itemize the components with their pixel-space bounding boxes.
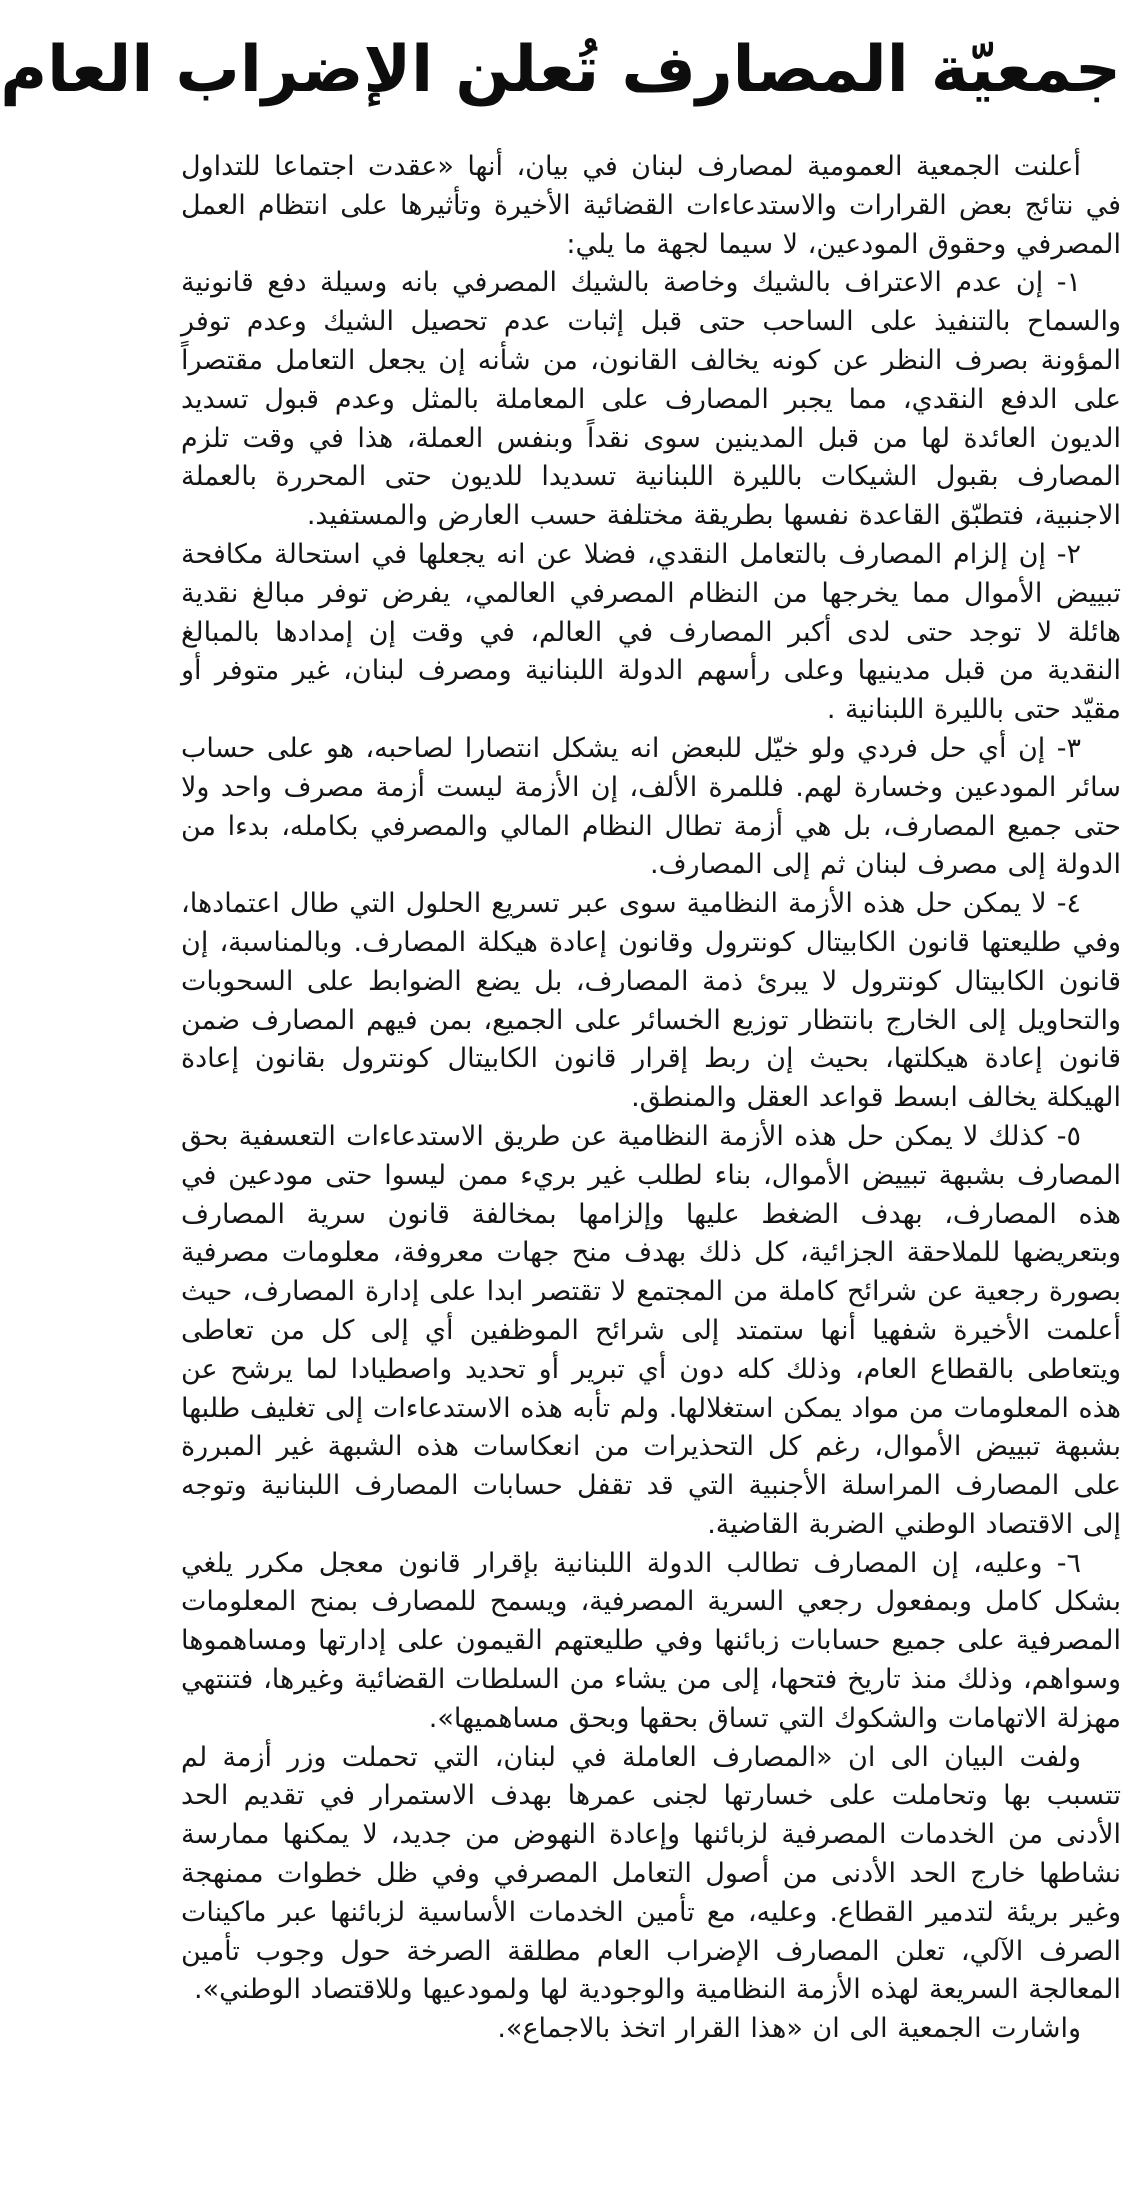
paragraph-point-5: ٥- كذلك لا يمكن حل هذه الأزمة النظامية عن طريق الاستدعاءات التعسفية بحق المصارف بشبهة تبييض الأموال، بناء لطلب غير بريء ممن ليسوا حتى مودعين في هذه المصارف، بهدف الضغط عليها وإلزامها بمخالفة قانون سرية المصارف وبتعريضها للملاحقة الجزائية، كل ذلك بهدف منح جهات معروفة، معلومات مصرفية بصورة رجعية عن شرائح كاملة من المجتمع لا تقتصر ابدا على إدارة المصارف، حيث أعلمت الأخيرة شفهيا أنها ستمتد إلى شرائح الموظفين أي إلى كل من تعاطى ويتعاطى بالقطاع العام، وذلك كله دون أي تبرير أو تحديد واصطيادا لما يرشح عن هذه المعلومات من مواد يمكن استغلالها. ولم تأبه هذه الاستدعاءات إلى تغليف طلبها بشبهة تبييض الأموال، رغم كل التحذيرات من انعكاسات هذه الشبهة غير المبررة على المصارف المراسلة الأجنبية التي قد تقفل حسابات المصارف اللبنانية وتوجه إلى الاقتصاد الوطني الضربة القاضية. [181, 1120, 1121, 1540]
paragraph-point-6: ٦- وعليه، إن المصارف تطالب الدولة اللبنانية بإقرار قانون معجل مكرر يلغي بشكل كامل وبمفعول رجعي السرية المصرفية، ويسمح للمصارف بمنح المعلومات المصرفية على جميع حسابات زبائنها وفي طليعتهم القيمون على إدارتها ومساهموها وسواهم، وذلك منذ تاريخ فتحها، إلى من يشاء من السلطات القضائية وغيرها، فتنتهي مهزلة الاتهامات والشكوك التي تساق بحقها وبحق مساهميها». [181, 1547, 1121, 1734]
paragraph-point-1: ١- إن عدم الاعتراف بالشيك وخاصة بالشيك المصرفي بانه وسيلة دفع قانونية والسماح بالتنفيذ على الساحب حتى قبل إثبات عدم تحصيل الشيك وعدم توفر المؤونة بصرف النظر عن كونه يخالف القانون، من شأنه إن يجعل التعامل مقتصراً على الدفع النقدي، مما يجبر المصارف على المعاملة بالمثل وعدم قبول تسديد الديون العائدة لها من قبل المدينين سوى نقداً وبنفس العملة، هذا في وقت تلزم المصارف بقبول الشيكات بالليرة اللبنانية تسديدا للديون حتى المحررة بالعملة الاجنبية، فتطبّق القاعدة نفسها بطريقة مختلفة حسب العارض والمستفيد. [181, 267, 1121, 532]
paragraph-intro: أعلنت الجمعية العمومية لمصارف لبنان في بيان، أنها «عقدت اجتماعا للتداول في نتائج بعض القرارات والاستدعاءات القضائية الأخيرة وتأثيرها على انتظام العمل المصرفي وحقوق المودعين، لا سيما لجهة ما يلي: [181, 151, 1121, 260]
paragraph-point-3: ٣- إن أي حل فردي ولو خيّل للبعض انه يشكل انتصارا لصاحبه، هو على حساب سائر المودعين وخسارة لهم. فللمرة الألف، إن الأزمة ليست أزمة مصرف واحد ولا حتى جميع المصارف، بل هي أزمة تطال النظام المالي والمصرفي بكامله، بدءا من الدولة إلى مصرف لبنان ثم إلى المصارف. [181, 732, 1121, 881]
paragraph-statement: ولفت البيان الى ان «المصارف العاملة في لبنان، التي تحملت وزر أزمة لم تتسبب بها وتحاملت على خسارتها لجنى عمرها بهدف الاستمرار في تقديم الحد الأدنى من الخدمات المصرفية لزبائنها وإعادة النهوض من جديد، لا يمكنها ممارسة نشاطها خارج الحد الأدنى من أصول التعامل المصرفي وفي ظل خطوات ممنهجة وغير بريئة لتدمير القطاع. وعليه، مع تأمين الخدمات الأساسية لزبائنها عبر ماكينات الصرف الآلي، تعلن المصارف الإضراب العام مطلقة الصرخة حول وجوب تأمين المعالجة السريعة لهذه الأزمة النظامية والوجودية لها ولمودعيها وللاقتصاد الوطني». [181, 1741, 1121, 2006]
paragraph-point-2: ٢- إن إلزام المصارف بالتعامل النقدي، فضلا عن انه يجعلها في استحالة مكافحة تبييض الأموال مما يخرجها من النظام المصرفي العالمي، يفرض توفر مبالغ نقدية هائلة لا توجد حتى لدى أكبر المصارف في العالم، في وقت إن إمدادها بالمبالغ النقدية من قبل مدينيها وعلى رأسهم الدولة اللبنانية ومصرف لبنان، غير متوفر أو مقيّد حتى بالليرة اللبنانية . [181, 538, 1121, 726]
paragraph-point-4: ٤- لا يمكن حل هذه الأزمة النظامية سوى عبر تسريع الحلول التي طال اعتمادها، وفي طليعتها قانون الكابيتال كونترول وقانون إعادة هيكلة المصارف. وبالمناسبة، إن قانون الكابيتال كونترول لا يبرئ ذمة المصارف، بل يضع الضوابط على السحوبات والتحاويل إلى الخارج بانتظار توزيع الخسائر على الجميع، بمن فيهم المصارف ضمن قانون إعادة هيكلتها، بحيث إن ربط إقرار قانون الكابيتال كونترول بقانون إعادة الهيكلة يخالف ابسط قواعد العقل والمنطق. [181, 888, 1121, 1114]
article-body [181, 148, 1121, 2049]
headline: جمعيّة المصارف تُعلن الإضراب العام [0, 33, 1121, 107]
paragraph-closing: واشارت الجمعية الى ان «هذا القرار اتخذ بالاجماع». [497, 2013, 1081, 2045]
